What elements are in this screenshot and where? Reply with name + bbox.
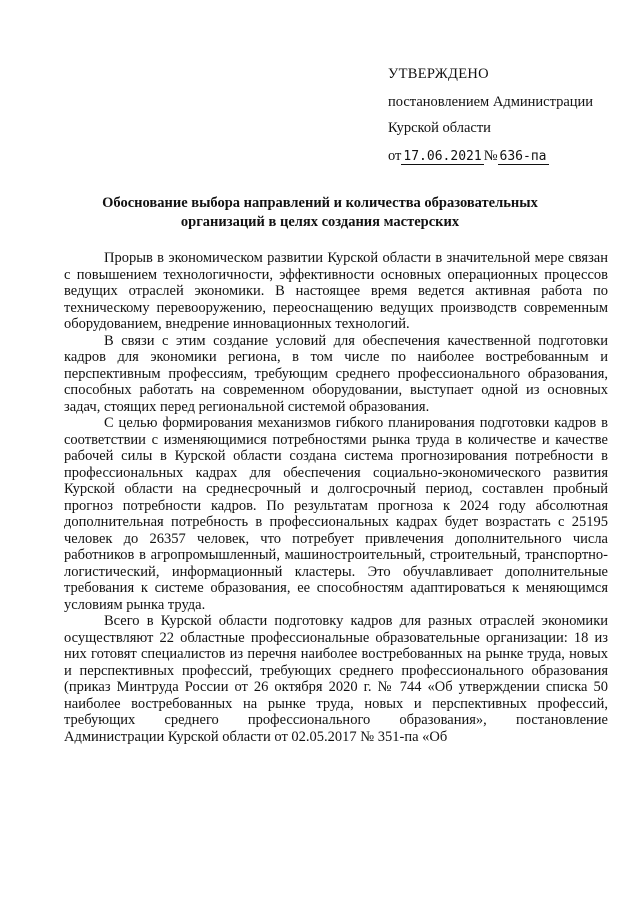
- approval-title: УТВЕРЖДЕНО: [388, 66, 489, 82]
- approval-region: Курской области: [388, 120, 491, 136]
- paragraph: Прорыв в экономическом развитии Курской области в значительной мере связан с повышением технологичности, эффективности основных операционных процессов ведущих отраслей экономики. В настоящее время ведется активная работа по техническому перевооружению, переоснащению ведущих производств современным оборудованием, внедрение инновационных технологий.: [64, 250, 608, 332]
- paragraph: Всего в Курской области подготовку кадров для разных отраслей экономики осуществляют 22 областные профессиональные образовательные организации: 18 из них готовят специалистов из перечня наиболее востребованных на рынке труда, новых и перспективных профессий, требующих среднего профессионального образования (приказ Минтруда России от 26 октября 2020 г. № 744 «Об утверждении списка 50 наиболее востребованных на рынке труда, новых и перспективных профессий, требующих среднего профессионального образования», постановление Администрации Курской области от 02.05.2017 № 351-па «Об: [64, 613, 608, 745]
- document-body: [64, 250, 608, 745]
- approval-date: 17.06.2021: [403, 149, 482, 164]
- paragraph: В связи с этим создание условий для обеспечения качественной подготовки кадров для экономики региона, в том числе по наиболее востребованным и перспективным профессиям, требующим среднего профессионального образования, способных работать на современном оборудовании, выступает одной из основных задач, стоящих перед региональной системой образования.: [64, 332, 608, 415]
- document-heading: Обоснование выбора направлений и количества образовательных организаций в целях создания мастерских: [102, 195, 538, 230]
- number-sign: №: [483, 148, 498, 164]
- paragraph: С целью формирования механизмов гибкого планирования подготовки кадров в соответствии с изменяющимися потребностями рынка труда в количестве и качестве рабочей силы в Курской области создана система прогнозирования потребности в профессиональных кадрах для обеспечения социально-экономического развития Курской области на среднесрочный и долгосрочный период, составлен пробный прогноз потребности кадров. По результатам прогноза к 2024 году абсолютная дополнительная потребность в профессиональных кадрах будет возрастать с 25195 человек до 26357 человек, что потребует привлечения дополнительного числа работников в агропромышленный, машиностроительный, строительный, транспортно-логистический, информационный кластеры. Это обучлавливает дополнительные требования к системе образования, ее способностям адаптироваться к меняющимся условиям рынка труда.: [64, 415, 608, 613]
- date-prefix: от: [388, 148, 402, 164]
- approval-decree: постановлением Администрации: [388, 94, 594, 110]
- approval-date-line: [388, 148, 549, 165]
- approval-number: 636-па: [499, 149, 547, 164]
